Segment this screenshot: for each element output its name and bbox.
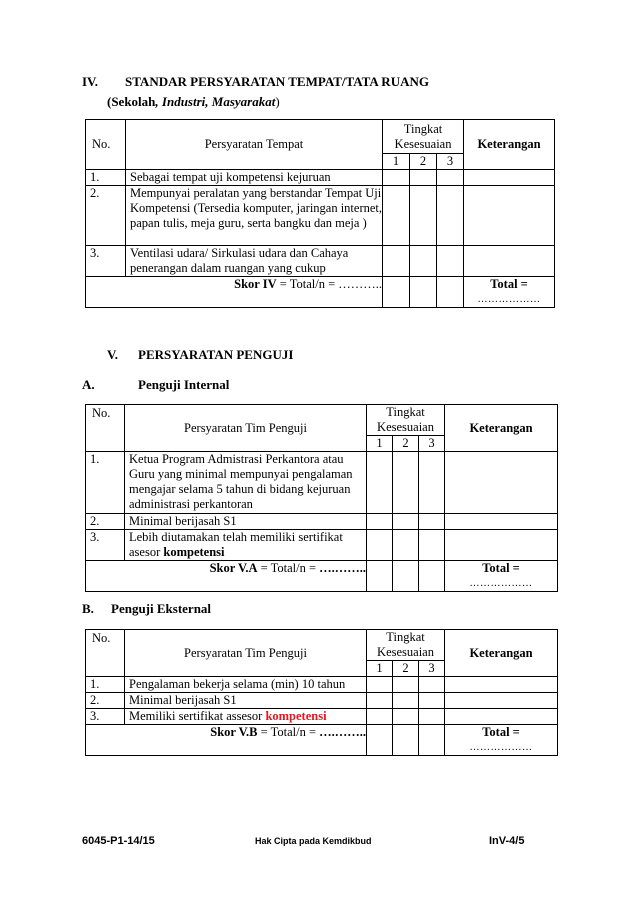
header-score-2: 2 [393,436,419,452]
score-label: Skor IV [234,277,277,291]
header-no: No. [86,120,126,170]
header-requirement: Persyaratan Tim Penguji [125,405,367,452]
footer-copyright: Hak Cipta pada Kemdikbud [255,836,372,846]
header-score-1: 1 [383,154,410,170]
table-row [86,677,558,693]
table-row [86,693,558,709]
header-score-1: 1 [367,436,393,452]
row-no: 3. [86,530,125,561]
section-iv-number: IV. [82,74,99,89]
section-v-title: PERSYARATAN PENGUJI [138,347,294,362]
score-row [86,277,555,308]
cell-1[interactable] [367,530,393,561]
cell-1[interactable] [383,170,410,186]
cell-3[interactable] [419,514,445,530]
score-cell [86,561,367,592]
header-level-line2: Kesesuaian [377,645,434,659]
cell-note[interactable] [445,677,558,693]
row-text: Mempunyai peralatan yang berstandar Tempat Uji Kompetensi (Tersedia komputer, jaringan internet, papan tulis, meja guru, serta bangku dan meja ) [126,186,383,246]
score-blank-3 [437,277,464,308]
cell-2[interactable] [393,693,419,709]
cell-3[interactable] [437,170,464,186]
total-dots: ……………… [477,294,541,305]
row-text-plain: Lebih diutamakan telah memiliki sertifikat asesor [129,530,343,559]
header-score-2: 2 [410,154,437,170]
score-blank-2 [410,277,437,308]
table-row [86,709,558,725]
score-blank-3 [419,725,445,756]
score-dots: ….…….. [319,725,366,739]
header-score-2: 2 [393,661,419,677]
header-level-line1: Tingkat [386,630,425,644]
cell-3[interactable] [419,530,445,561]
subsection-b-letter: B. [82,601,94,616]
cell-2[interactable] [393,452,419,514]
score-blank-1 [367,725,393,756]
section-iv-subtitle [107,94,280,110]
cell-1[interactable] [367,452,393,514]
cell-1[interactable] [383,186,410,246]
cell-1[interactable] [367,693,393,709]
cell-3[interactable] [419,452,445,514]
total-dots: ……………… [469,578,533,589]
row-no: 1. [86,452,125,514]
subtitle-close: ) [275,94,280,109]
cell-3[interactable] [419,677,445,693]
score-cell [86,277,383,308]
cell-2[interactable] [410,186,437,246]
header-note: Keterangan [464,120,555,170]
total-label: Total = [482,725,520,739]
table-row [86,186,555,246]
row-text [125,530,367,561]
header-level [367,630,445,661]
row-text: Pengalaman bekerja selama (min) 10 tahun [125,677,367,693]
row-no: 1. [86,170,126,186]
row-no: 3. [86,709,125,725]
subsection-a-letter: A. [82,377,95,392]
score-blank-3 [419,561,445,592]
section-iv-title: STANDAR PERSYARATAN TEMPAT/TATA RUANG [125,74,429,89]
row-text [125,709,367,725]
header-requirement: Persyaratan Tempat [126,120,383,170]
cell-2[interactable] [393,530,419,561]
cell-2[interactable] [393,514,419,530]
score-blank-2 [393,725,419,756]
row-text-bold: kompetensi [163,545,225,559]
table-row [86,170,555,186]
total-cell[interactable] [464,277,555,308]
header-score-3: 3 [419,661,445,677]
row-text: Ketua Program Admistrasi Perkantora atau Guru yang minimal mempunyai pengalaman mengajar selama 5 tahun di bidang kejuruan administrasi perkantoran [125,452,367,514]
cell-note[interactable] [464,170,555,186]
table-penguji-internal [85,404,558,592]
table-row [86,530,558,561]
header-score-3: 3 [437,154,464,170]
row-text-highlight: kompetensi [265,709,327,723]
score-formula: = Total/n = [257,561,320,575]
table-row [86,514,558,530]
cell-1[interactable] [367,677,393,693]
total-cell[interactable] [445,725,558,756]
header-level [383,120,464,154]
header-level [367,405,445,436]
total-label: Total = [490,277,528,291]
header-no: No. [86,630,125,677]
row-text-plain: Memiliki sertifikat assesor [129,709,266,723]
table-persyaratan-tempat [85,119,555,308]
cell-note[interactable] [445,514,558,530]
total-cell[interactable] [445,561,558,592]
score-formula: = Total/n = ……….. [276,277,382,291]
subsection-a-title: Penguji Internal [138,377,230,392]
row-no: 1. [86,677,125,693]
table-row [86,246,555,277]
header-score-3: 3 [419,436,445,452]
footer-code: 6045-P1-14/15 [82,835,155,847]
cell-2[interactable] [393,677,419,693]
cell-1[interactable] [383,246,410,277]
cell-1[interactable] [367,709,393,725]
cell-note[interactable] [464,246,555,277]
score-cell [86,725,367,756]
header-no: No. [86,405,125,452]
total-label: Total = [482,561,520,575]
footer-page: InV-4/5 [489,835,525,847]
header-note: Keterangan [445,405,558,452]
score-label: Skor V.B [210,725,258,739]
table-row [86,452,558,514]
row-text: Ventilasi udara/ Sirkulasi udara dan Cahaya penerangan dalam ruangan yang cukup [126,246,383,277]
cell-note[interactable] [445,709,558,725]
header-level-line1: Tingkat [386,405,425,419]
cell-note[interactable] [445,530,558,561]
cell-3[interactable] [437,186,464,246]
cell-note[interactable] [445,452,558,514]
row-no: 2. [86,186,126,246]
subtitle-open: (Sekolah [107,94,156,109]
cell-3[interactable] [419,693,445,709]
score-blank-2 [393,561,419,592]
row-text: Sebagai tempat uji kompetensi kejuruan [126,170,383,186]
header-level-line1: Tingkat [403,121,443,136]
score-label: Skor V.A [209,561,258,575]
score-blank-1 [383,277,410,308]
score-row [86,725,558,756]
subsection-b-title: Penguji Eksternal [111,601,212,616]
row-no: 3. [86,246,126,277]
cell-note[interactable] [464,186,555,246]
row-text: Minimal berijasah S1 [125,514,367,530]
section-v-number: V. [107,347,118,362]
subtitle-rest: , Industri, Masyarakat [155,94,276,109]
header-requirement: Persyaratan Tim Penguji [125,630,367,677]
header-level-line2: Kesesuaian [377,420,434,434]
score-blank-1 [367,561,393,592]
cell-1[interactable] [367,514,393,530]
cell-3[interactable] [437,246,464,277]
header-note: Keterangan [445,630,558,677]
cell-2[interactable] [410,170,437,186]
row-text: Minimal berijasah S1 [125,693,367,709]
table-penguji-eksternal [85,629,558,756]
header-level-line2: Kesesuaian [394,136,452,151]
cell-note[interactable] [445,693,558,709]
score-row [86,561,558,592]
header-score-1: 1 [367,661,393,677]
cell-2[interactable] [410,246,437,277]
score-dots: ….…….. [319,561,366,575]
cell-3[interactable] [419,709,445,725]
score-formula: = Total/n = [257,725,320,739]
row-no: 2. [86,693,125,709]
total-dots: ……………… [469,742,533,753]
row-no: 2. [86,514,125,530]
cell-2[interactable] [393,709,419,725]
